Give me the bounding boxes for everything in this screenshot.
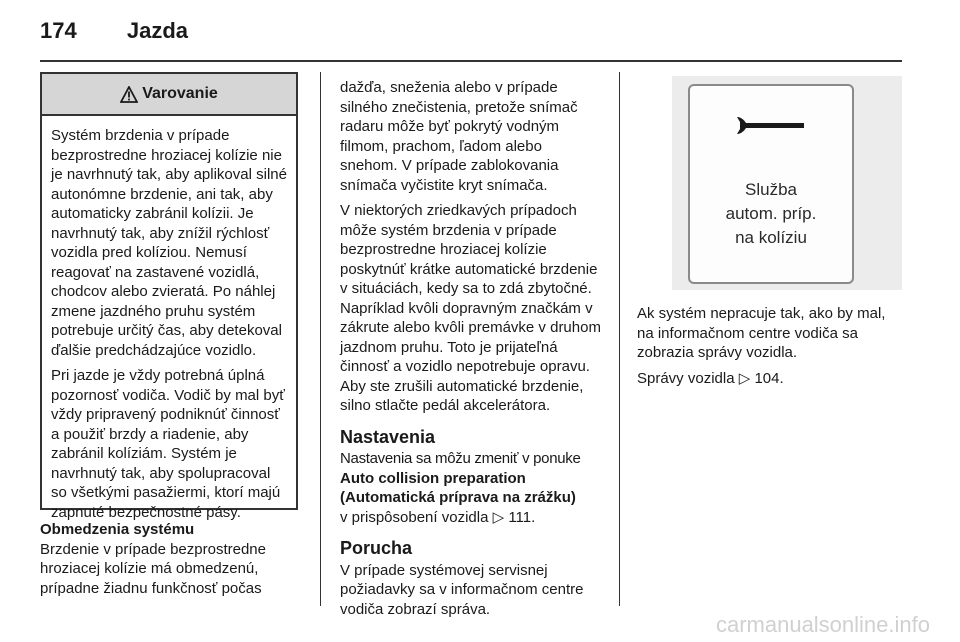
column-divider-1	[320, 72, 321, 606]
settings-intro: Nastavenia sa môžu zmeniť v ponuke	[340, 450, 581, 467]
warning-paragraph: Pri jazde je vždy potrebná úplná pozornosť vodiča. Vodič by mal byť vždy pripravený podniknúť činnosť a použiť brzdy a riadenie, aby zabránil kolíziám. Systém je navrhnutý tak, aby spolupracoval so všetkými pasažiermi, ktorí majú zapnuté bezpečnostné pásy.	[51, 367, 285, 521]
warning-title: Varovanie	[142, 85, 218, 102]
column-3	[637, 304, 905, 394]
display-line: Služba	[745, 180, 797, 199]
display-line: na kolíziu	[735, 228, 807, 247]
limits-text: Brzdenie v prípade bezprostredne hroziacej kolízie má obmedzenú, prípadne žiadnu funkčnosť počas	[40, 540, 266, 597]
vehicle-messages-paragraph	[637, 369, 905, 389]
warning-box	[40, 72, 298, 521]
chapter-title: Jazda	[126, 18, 188, 43]
page-reference-icon: ▷	[738, 369, 751, 387]
display-message	[690, 178, 852, 250]
warning-body	[42, 116, 296, 522]
vehicle-messages-text: Správy vozidla	[637, 369, 735, 387]
page-header	[40, 18, 188, 44]
warning-header	[42, 74, 296, 116]
warning-paragraph: Systém brzdenia v prípade bezprostredne hroziacej kolízie nie je navrhnutý tak, aby aplikoval silné autonómne brzdenie, ani tak, aby automaticky zabránil kolízii. Je navrhnutý tak, aby znížil rýchlosť vozidla pred kolíziou. Nemusí reagovať na zastavené vozidlá, chodcov alebo zvieratá. Po náhlej zmene jazdného pruhu systém potrebuje určitý čas, aby detekoval ďalšie predchádzajúce vozidlo.	[51, 127, 287, 359]
radar-paragraph: dažďa, sneženia alebo v prípade silného znečistenia, pretože snímač radaru môže byť pokrytý vodným filmom, prachom, ľadom alebo snehom. V prípade zablokovania snímača vyčistite kryt snímača.	[340, 79, 578, 194]
fault-heading: Porucha	[340, 538, 413, 558]
warning-triangle-icon	[120, 86, 138, 103]
settings-page-ref[interactable]: 111.	[508, 508, 536, 526]
watermark: carmanualsonline.info	[715, 612, 930, 637]
settings-menu-translation: (Automatická príprava na zrážku)	[340, 489, 576, 506]
column-divider-2	[619, 72, 620, 606]
column-2	[340, 78, 602, 625]
page-reference-icon: ▷	[492, 508, 505, 526]
malfunction-paragraph: Ak systém nepracuje tak, ako by mal, na informačnom centre vodiča sa zobrazia správy vozidla.	[637, 305, 886, 361]
settings-tail-text: v prispôsobení vozidla	[340, 508, 489, 526]
vehicle-messages-page-ref[interactable]: 104.	[754, 369, 784, 387]
fault-text: V prípade systémovej servisnej požiadavky sa v informačnom centre vodiča zobrazí správa.	[340, 561, 584, 618]
header-rule	[40, 60, 902, 62]
settings-heading: Nastavenia	[340, 426, 436, 447]
display-line: autom. príp.	[725, 204, 817, 223]
wrench-icon	[734, 110, 808, 140]
limits-heading: Obmedzenia systému	[40, 521, 195, 538]
page-number: 174	[40, 18, 77, 43]
driver-info-display	[688, 84, 854, 284]
limits-section	[40, 520, 302, 598]
settings-tail	[340, 508, 602, 528]
braking-paragraph: V niektorých zriedkavých prípadoch môže systém brzdenia v prípade bezprostredne hroziacej kolízie poskytnúť krátke automatické brzdenie v situáciách, kedy sa to zdá zbytočné. Napríklad kvôli dopravným značkám v zákrute alebo kvôli premávke v druhom jazdnom pruhu. Toto je prijateľná činnosť a vozidlo nepotrebuje opravu. Aby ste zrušili automatické brzdenie, silno stlačte pedál akcelerátora.	[340, 202, 601, 414]
settings-text	[340, 449, 602, 527]
settings-menu-name: Auto collision preparation	[340, 469, 526, 487]
